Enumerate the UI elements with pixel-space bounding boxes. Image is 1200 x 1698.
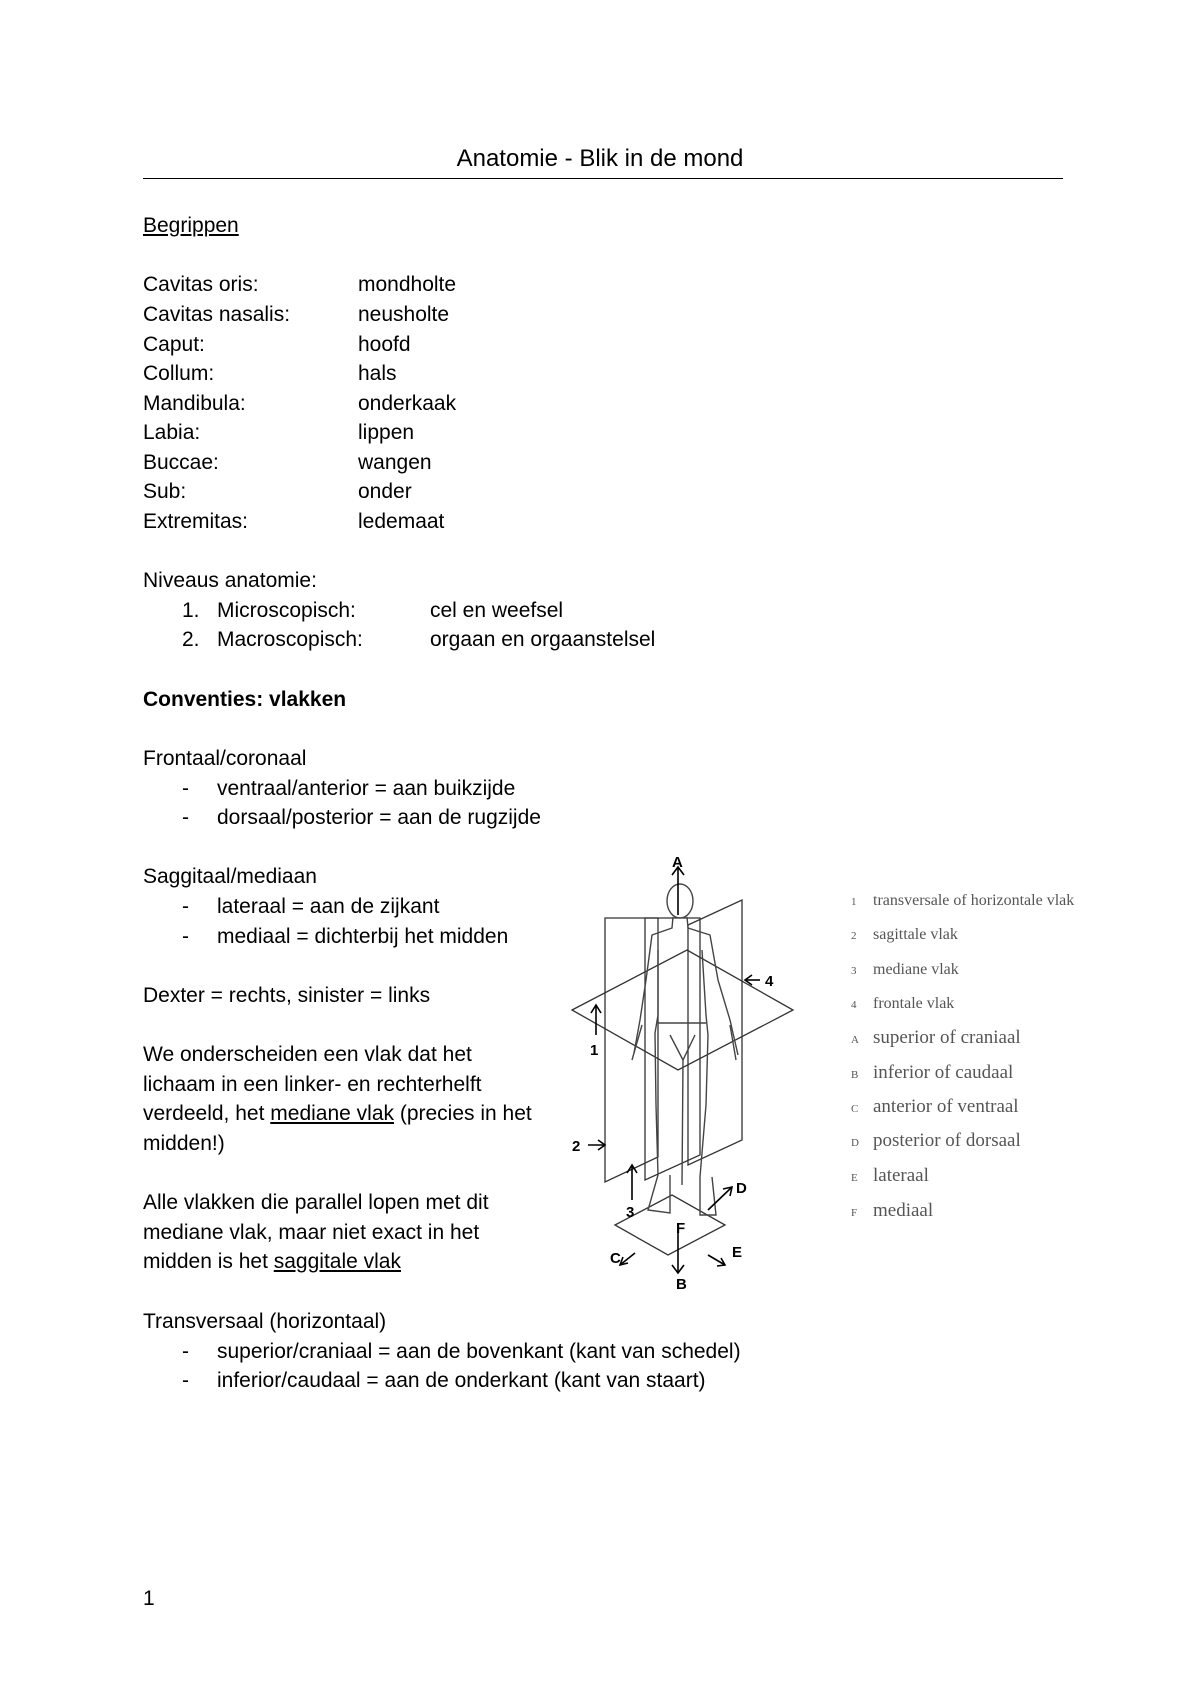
list-item-label: Microscopisch:: [217, 599, 356, 622]
legend-key: A: [851, 1034, 859, 1046]
bullet-dash: -: [182, 806, 189, 829]
section-heading-conventies: Conventies: vlakken: [143, 688, 347, 711]
term-label: Buccae:: [143, 451, 219, 474]
arrow-label-2: 2: [572, 1138, 581, 1155]
arrow-label-F: F: [676, 1220, 686, 1237]
term-label: Collum:: [143, 362, 215, 385]
human-figure: [632, 884, 738, 1215]
legend-key: 4: [851, 999, 857, 1011]
paragraph-line: [143, 1099, 532, 1129]
arrow-label-C: C: [610, 1250, 621, 1267]
term-label: Cavitas oris:: [143, 273, 259, 296]
legend-text: frontale vlak: [873, 995, 955, 1012]
legend-key: D: [851, 1137, 859, 1149]
term-meaning: hals: [358, 362, 397, 385]
list-item: dorsaal/posterior = aan de rugzijde: [217, 806, 541, 829]
term-meaning: onderkaak: [358, 392, 457, 415]
term-label: Cavitas nasalis:: [143, 303, 291, 326]
arrow-label-1: 1: [590, 1042, 599, 1059]
bullet-dash: -: [182, 1340, 189, 1363]
subheading-frontaal: Frontaal/coronaal: [143, 747, 307, 770]
bullet-dash: -: [182, 777, 189, 800]
legend-text: mediane vlak: [873, 961, 959, 978]
header-divider: [143, 178, 1063, 179]
arrow-label-3: 3: [626, 1204, 635, 1221]
anatomical-planes-figure: [560, 855, 1140, 1295]
list-item: ventraal/anterior = aan buikzijde: [217, 777, 516, 800]
term-mediane-vlak: mediane vlak: [270, 1102, 394, 1125]
legend-text: transversale of horizontale vlak: [873, 892, 1075, 909]
section-heading-niveaus: Niveaus anatomie:: [143, 569, 317, 592]
legend-text: sagittale vlak: [873, 926, 958, 943]
term-label: Mandibula:: [143, 392, 246, 415]
legend-key: F: [851, 1207, 858, 1219]
term-label: Labia:: [143, 421, 201, 444]
list-number: 2.: [182, 628, 200, 651]
paragraph-line: [143, 1247, 401, 1277]
legend-text: lateraal: [873, 1165, 929, 1186]
direction-arrows: [588, 867, 760, 1273]
list-item: lateraal = aan de zijkant: [217, 895, 440, 918]
bullet-dash: -: [182, 1369, 189, 1392]
subheading-saggitaal: Saggitaal/mediaan: [143, 865, 317, 888]
term-meaning: lippen: [358, 421, 415, 444]
legend-key: B: [851, 1069, 859, 1081]
sagittal-plane: [605, 918, 658, 1182]
term-label: Caput:: [143, 333, 205, 356]
list-item-label: Macroscopisch:: [217, 628, 363, 651]
paragraph-line: We onderscheiden een vlak dat het: [143, 1043, 472, 1066]
page-title: Anatomie - Blik in de mond: [456, 145, 744, 172]
legend-text: mediaal: [873, 1200, 934, 1221]
dexter-sinister-text: Dexter = rechts, sinister = links: [143, 984, 431, 1007]
legend-key: 2: [851, 930, 857, 942]
legend-text: anterior of ventraal: [873, 1096, 1019, 1117]
term-meaning: hoofd: [358, 333, 411, 356]
paragraph-line: mediane vlak, maar niet exact in het: [143, 1221, 480, 1244]
term-meaning: onder: [358, 480, 412, 503]
arrow-label-B: B: [676, 1276, 687, 1293]
legend-key: 3: [851, 965, 857, 977]
bullet-dash: -: [182, 925, 189, 948]
legend-key: 1: [851, 896, 857, 908]
list-item-value: cel en weefsel: [430, 599, 564, 622]
term-saggitale-vlak: saggitale vlak: [273, 1250, 401, 1273]
bullet-dash: -: [182, 895, 189, 918]
legend-key: C: [851, 1103, 859, 1115]
term-meaning: wangen: [358, 451, 432, 474]
arrow-label-4: 4: [765, 973, 774, 990]
paragraph-text: (precies in het: [394, 1102, 532, 1125]
page-number: 1: [143, 1587, 155, 1610]
legend-text: inferior of caudaal: [873, 1062, 1014, 1083]
term-meaning: mondholte: [358, 273, 457, 296]
list-item: superior/craniaal = aan de bovenkant (kant van schedel): [217, 1340, 741, 1363]
list-number: 1.: [182, 599, 200, 622]
term-meaning: ledemaat: [358, 510, 445, 533]
list-item: mediaal = dichterbij het midden: [217, 925, 509, 948]
term-label: Sub:: [143, 480, 187, 503]
legend-key: E: [851, 1172, 858, 1184]
term-meaning: neusholte: [358, 303, 450, 326]
subheading-transversaal: Transversaal (horizontaal): [143, 1310, 387, 1333]
arrow-label-A: A: [672, 855, 683, 871]
arrow-label-D: D: [736, 1180, 747, 1197]
paragraph-line: Alle vlakken die parallel lopen met dit: [143, 1191, 489, 1214]
frontal-plane: [688, 900, 742, 1165]
term-label: Extremitas:: [143, 510, 249, 533]
list-item: inferior/caudaal = aan de onderkant (kant van staart): [217, 1369, 706, 1392]
paragraph-line: lichaam in een linker- en rechterhelft: [143, 1073, 482, 1096]
legend-text: posterior of dorsaal: [873, 1130, 1021, 1151]
list-item-value: orgaan en orgaanstelsel: [430, 628, 656, 651]
arrow-label-E: E: [732, 1244, 743, 1261]
paragraph-text: midden is het: [143, 1250, 274, 1273]
legend-text: superior of craniaal: [873, 1027, 1021, 1048]
paragraph-line: midden!): [143, 1132, 225, 1155]
paragraph-text: verdeeld, het: [143, 1102, 271, 1125]
section-heading-begrippen: Begrippen: [143, 214, 239, 237]
figure-legend: [851, 892, 1074, 1221]
